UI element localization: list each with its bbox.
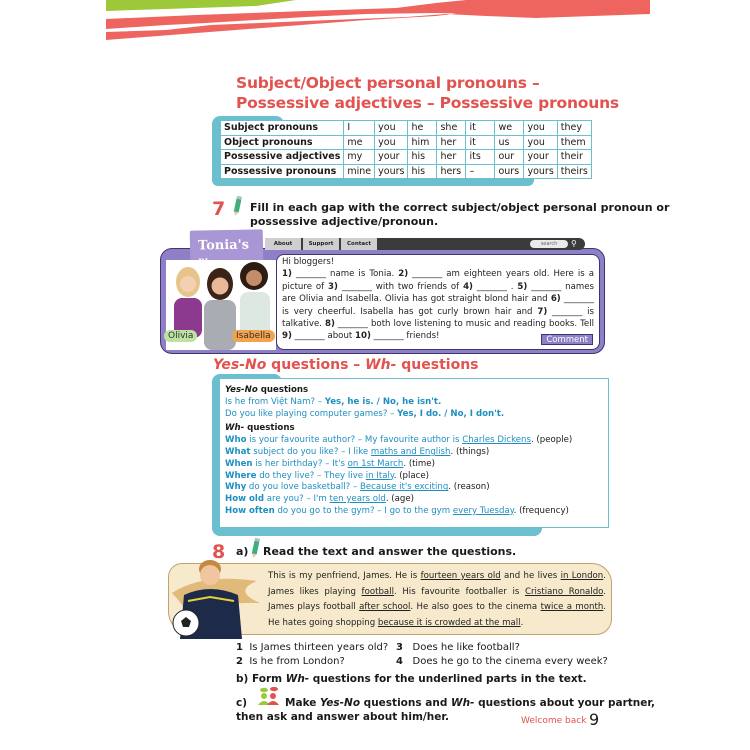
- nav-contact[interactable]: Contact: [341, 238, 377, 250]
- exercise-number-7: 7: [212, 198, 226, 220]
- gap-number: 5): [517, 281, 528, 292]
- question-text: Is James thirteen years old?: [249, 642, 389, 653]
- underlined-answer: Because it's exciting: [360, 482, 449, 493]
- question-text: Is he from London?: [249, 655, 345, 667]
- nav-about[interactable]: About: [265, 238, 301, 250]
- question-text: are you? – I'm: [264, 494, 330, 505]
- wh-example: [225, 471, 603, 483]
- text-part: Wh-: [451, 697, 475, 709]
- blog-greeting: Hi bloggers!: [282, 257, 335, 267]
- name-tag-isabella: Isabella: [232, 330, 275, 342]
- pencil-icon: [232, 195, 243, 216]
- table-cell: my: [344, 150, 375, 165]
- underlined-answer: every Tuesday: [452, 505, 514, 516]
- reading-passage: [162, 563, 612, 639]
- text-part: questions and: [360, 697, 451, 709]
- question-text: Does he go to the cinema every week?: [412, 655, 608, 667]
- table-cell: theirs: [557, 164, 591, 179]
- question-text: is her birthday? – It's: [252, 458, 348, 469]
- logo-main: Tonia's: [197, 237, 250, 254]
- wh-heading: [225, 423, 603, 435]
- title-part: questions: [396, 357, 479, 373]
- reading-fragment: . He hates going shopping: [268, 602, 607, 628]
- table-cell: him: [408, 135, 437, 150]
- title-line-2: Possessive adjectives – Possessive pronouns: [236, 94, 619, 112]
- part-a-label: a): [236, 545, 249, 558]
- category-tag: . (things): [450, 446, 490, 457]
- part-label: c): [236, 697, 248, 709]
- reading-fragment: This is my penfriend, James. He is: [268, 571, 421, 581]
- reading-fragment: . His favourite footballer is: [393, 586, 525, 597]
- text-part: Wh-: [285, 673, 310, 685]
- table-cell: me: [344, 135, 375, 150]
- table-cell: their: [557, 150, 591, 165]
- table-cell: I: [344, 121, 375, 136]
- table-cell: mine: [344, 164, 375, 179]
- yesno-example: [225, 409, 603, 421]
- table-cell: them: [557, 135, 591, 150]
- gap-text: _______ with two friends of: [337, 281, 464, 292]
- gap-text: _______ is very cheerful. Isabella has got curly brown hair and: [282, 294, 594, 317]
- reading-fragment: . James plays football: [268, 586, 606, 613]
- wh-example: [225, 447, 603, 459]
- gap-text: _______ .: [472, 281, 518, 292]
- wh-example: [225, 506, 603, 518]
- title-part: Yes-No: [213, 357, 267, 373]
- table-cell: your: [524, 150, 557, 165]
- wh-list: [225, 435, 603, 518]
- question-number: 3: [396, 642, 403, 653]
- gap-text: _______ names are Olivia and Isabella. Olivia has got straight blond hair and: [282, 281, 594, 305]
- page-number: 9: [589, 710, 600, 729]
- part-c-line-1: [236, 697, 655, 711]
- table-cell: she: [437, 121, 466, 136]
- text-part: questions about your partner,: [474, 697, 656, 709]
- comprehension-questions: [236, 641, 608, 668]
- gap-text: _______ both love listening to music and reading books. Tell: [334, 319, 594, 330]
- underlined-phrase: in London: [560, 571, 604, 581]
- question-text: subject do you like? – I like: [250, 446, 371, 457]
- title-line-1: Subject/Object personal pronouns –: [236, 74, 540, 92]
- question-text: Does he like football?: [412, 642, 520, 653]
- heading-part: Wh-: [225, 423, 245, 434]
- blog-search-input[interactable]: search: [530, 240, 568, 248]
- table-cell: us: [495, 135, 524, 150]
- name-tag-olivia: Olivia: [164, 330, 197, 342]
- wh-example: [225, 482, 603, 494]
- table-cell: his: [408, 164, 437, 179]
- table-cell: they: [557, 121, 591, 136]
- title-part: questions –: [266, 357, 366, 373]
- magnifier-icon[interactable]: ⚲: [571, 239, 577, 248]
- wh-example: [225, 435, 603, 447]
- question-text: do you go to the gym? – I go to the gym: [274, 505, 453, 516]
- wh-word: Who: [225, 435, 247, 446]
- boy-with-football-photo: [162, 555, 258, 639]
- pronoun-table-panel: [212, 116, 600, 186]
- section-title-questions: [213, 357, 479, 373]
- table-cell: we: [495, 121, 524, 136]
- reading-fragment: . He also goes to the cinema: [410, 602, 541, 613]
- table-cell: it: [466, 135, 495, 150]
- pronoun-table: [220, 120, 592, 179]
- table-cell: you: [524, 135, 557, 150]
- question-number: 4: [396, 655, 403, 667]
- questions-panel: [212, 374, 609, 536]
- exercise-number-8: 8: [212, 541, 226, 563]
- gap-text: _______ about: [291, 331, 355, 342]
- section-title-pronouns: [236, 73, 619, 113]
- reading-fragment: .: [520, 617, 524, 628]
- blog-post-text: [276, 254, 600, 350]
- part-c-line-2: then ask and answer about him/her.: [236, 710, 449, 723]
- questions-box: [219, 378, 609, 528]
- yesno-heading: [225, 385, 603, 397]
- underlined-answer: ten years old: [329, 494, 386, 505]
- title-part: Wh-: [365, 357, 397, 373]
- category-tag: . (time): [403, 458, 435, 469]
- gap-number: 8): [324, 319, 335, 330]
- reading-text: [268, 569, 606, 631]
- category-tag: . (frequency): [513, 505, 569, 516]
- question-part: Is he from Việt Nam? –: [225, 396, 325, 407]
- yesno-list: [225, 397, 603, 421]
- category-tag: . (age): [385, 494, 415, 505]
- table-cell: ours: [495, 164, 524, 179]
- table-cell: yours: [524, 164, 557, 179]
- decorative-banner: [106, 0, 650, 42]
- wh-word: What: [225, 446, 251, 457]
- wh-example: [225, 459, 603, 471]
- heading-part: Yes-No: [225, 385, 258, 395]
- blog-nav-bar: [265, 238, 585, 250]
- question-text: is your favourite author? – My favourite author is: [246, 435, 463, 446]
- text-part: questions for the underlined parts in the text.: [309, 673, 587, 685]
- blog-body: [282, 268, 594, 342]
- category-tag: . (people): [530, 435, 573, 446]
- table-cell: –: [466, 164, 495, 179]
- question-number: 2: [236, 655, 243, 667]
- heading-part: questions: [257, 385, 309, 395]
- text-part: Make: [285, 697, 321, 709]
- yesno-example: [225, 397, 603, 409]
- table-cell: your: [375, 150, 408, 165]
- text-part: Yes-No: [320, 697, 361, 709]
- gap-number: 4): [463, 281, 473, 292]
- gap-number: 9): [282, 331, 292, 342]
- gap-number: 1): [282, 269, 292, 280]
- gap-number: 10): [355, 331, 371, 342]
- underlined-answer: in Italy: [365, 470, 394, 481]
- category-tag: . (place): [393, 470, 430, 481]
- table-row: [221, 150, 592, 165]
- question-number: 1: [236, 642, 243, 653]
- row-header: Possessive pronouns: [221, 164, 344, 179]
- gap-text: _______ name is Tonia.: [291, 269, 399, 280]
- answer-part: Yes, he is. / No, he isn't.: [324, 396, 442, 407]
- table-cell: her: [437, 135, 466, 150]
- row-header: Subject pronouns: [221, 121, 344, 136]
- question-3: [396, 641, 520, 655]
- table-row: [221, 135, 592, 150]
- table-cell: you: [375, 121, 408, 136]
- table-cell: her: [437, 150, 466, 165]
- footer-unit-label: Welcome back: [521, 716, 587, 726]
- exercise-7-instruction: [250, 201, 669, 229]
- instruction-line-1: Fill in each gap with the correct subject/object personal pronoun or: [250, 201, 670, 214]
- table-cell: yours: [375, 164, 408, 179]
- underlined-phrase: twice a month: [540, 602, 604, 613]
- table-row: [221, 164, 592, 179]
- gap-number: 2): [398, 269, 409, 280]
- wh-word: How old: [225, 494, 265, 505]
- underlined-phrase: fourteen years old: [420, 571, 501, 581]
- table-cell: our: [495, 150, 524, 165]
- question-2: [236, 655, 396, 669]
- table-cell: his: [408, 150, 437, 165]
- category-tag: . (reason): [448, 482, 490, 493]
- gap-number: 6): [550, 294, 561, 305]
- underlined-phrase: Cristiano Ronaldo: [524, 586, 604, 597]
- table-cell: you: [375, 135, 408, 150]
- reading-fragment: . James likes playing: [268, 571, 606, 597]
- table-row: [221, 121, 592, 136]
- blog-widget: [160, 238, 605, 356]
- question-text: do you love basketball? –: [246, 482, 360, 493]
- underlined-answer: Charles Dickens: [462, 435, 531, 446]
- gap-text: _______ am eighteen years old. Here is a picture of: [282, 269, 595, 292]
- question-text: do they live? – They live: [256, 470, 366, 481]
- wh-word: When: [225, 458, 253, 469]
- nav-support[interactable]: Support: [303, 238, 339, 250]
- answer-part: Yes, I do. / No, I don't.: [397, 408, 505, 419]
- question-part: Do you like playing computer games? –: [225, 408, 398, 419]
- question-1: [236, 641, 396, 655]
- wh-word: Where: [225, 470, 257, 481]
- question-4: [396, 655, 608, 669]
- part-label: b): [236, 673, 249, 685]
- underlined-phrase: football: [361, 586, 394, 597]
- underlined-phrase: because it is crowded at the mall: [377, 617, 521, 628]
- table-cell: hers: [437, 164, 466, 179]
- blog-logo: [190, 229, 264, 263]
- row-header: Object pronouns: [221, 135, 344, 150]
- part-b-instruction: [236, 673, 587, 685]
- comment-button[interactable]: Comment: [541, 334, 593, 345]
- gap-text: _______ is talkative.: [282, 306, 594, 330]
- reading-fragment: and he lives: [500, 571, 561, 581]
- table-cell: its: [466, 150, 495, 165]
- wh-example: [225, 494, 603, 506]
- table-cell: he: [408, 121, 437, 136]
- table-cell: it: [466, 121, 495, 136]
- gap-number: 7): [537, 306, 548, 317]
- part-a-instruction: Read the text and answer the questions.: [263, 545, 517, 558]
- text-part: Form: [251, 673, 286, 685]
- wh-word: How often: [225, 505, 275, 516]
- underlined-answer: on 1st March: [347, 458, 404, 469]
- row-header: Possessive adjectives: [221, 150, 344, 165]
- instruction-line-2: possessive adjective/pronoun.: [250, 215, 439, 228]
- underlined-answer: maths and English: [370, 446, 451, 457]
- wh-word: Why: [225, 482, 247, 493]
- table-cell: you: [524, 121, 557, 136]
- gap-text: _______ friends!: [370, 331, 440, 342]
- heading-part: questions: [244, 423, 295, 434]
- gap-number: 3): [328, 281, 338, 292]
- underlined-phrase: after school: [359, 602, 411, 613]
